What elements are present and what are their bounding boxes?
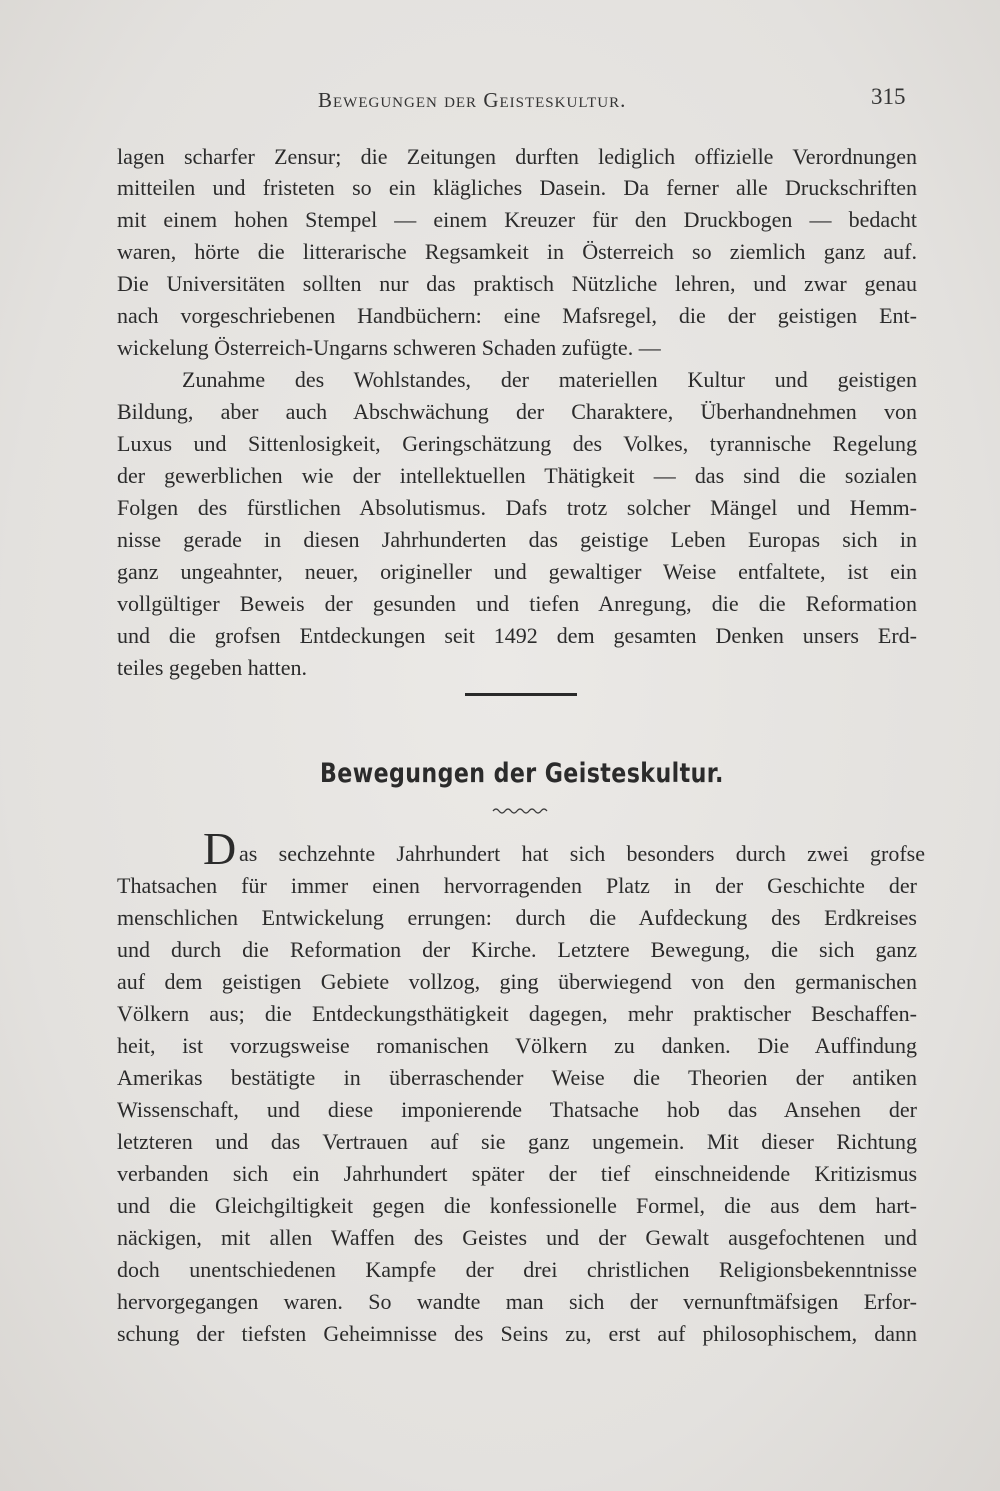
- text-line: und die Gleichgiltigkeit gegen die konfessionelle Formel, die aus dem hart-: [117, 1193, 917, 1218]
- text-line: Die Universitäten sollten nur das praktisch Nützliche lehren, und zwar genau: [117, 271, 917, 296]
- text-line: Zunahme des Wohlstandes, der materiellen Kultur und geistigen: [182, 367, 917, 392]
- text-line: der gewerblichen wie der intellektuellen Thätigkeit — das sind die sozialen: [117, 463, 917, 488]
- ornament-squiggle-icon: [492, 806, 552, 814]
- text-line: teiles gegeben hatten.: [117, 655, 307, 680]
- text-line: Folgen des fürstlichen Absolutismus. Dafs trotz solcher Mängel und Hemm-: [117, 495, 917, 520]
- text-line: und durch die Reformation der Kirche. Letztere Bewegung, die sich ganz: [117, 937, 917, 962]
- text-line: heit, ist vorzugsweise romanischen Völkern zu danken. Die Auffindung: [117, 1033, 917, 1058]
- text-line: ganz ungeahnter, neuer, origineller und gewaltiger Weise entfaltete, ist ein: [117, 559, 917, 584]
- text-line: letzteren und das Vertrauen auf sie ganz ungemein. Mit dieser Richtung: [117, 1129, 917, 1154]
- text-line: näckigen, mit allen Waffen des Geistes und der Gewalt ausgefochtenen und: [117, 1225, 917, 1250]
- text-line: hervorgegangen waren. So wandte man sich der vernunftmäfsigen Erfor-: [117, 1289, 917, 1314]
- text-line: lagen scharfer Zensur; die Zeitungen durften lediglich offizielle Verordnungen: [117, 144, 917, 169]
- running-head: Bewegungen der Geisteskultur.: [318, 88, 627, 112]
- text-line: menschlichen Entwickelung errungen: durch die Aufdeckung des Erdkreises: [117, 905, 917, 930]
- text-line: Luxus und Sittenlosigkeit, Geringschätzung des Volkes, tyrannische Regelung: [117, 431, 917, 456]
- text-line: Völkern aus; die Entdeckungsthätigkeit dagegen, mehr praktischer Beschaffen-: [117, 1001, 917, 1026]
- text-line: und die grofsen Entdeckungen seit 1492 dem gesamten Denken unsers Erd-: [117, 623, 917, 648]
- text-line: doch unentschiedenen Kampfe der drei christlichen Religionsbekenntnisse: [117, 1257, 917, 1282]
- text-line: wickelung Österreich-Ungarns schweren Schaden zufügte. —: [117, 335, 661, 360]
- text-line: auf dem geistigen Gebiete vollzog, ging überwiegend von den germanischen: [117, 969, 917, 994]
- text-line: Wissenschaft, und diese imponierende Thatsache hob das Ansehen der: [117, 1097, 917, 1122]
- section-separator-rule: [465, 693, 577, 696]
- text-line: mit einem hohen Stempel — einem Kreuzer für den Druckbogen — bedacht: [117, 207, 917, 232]
- text-line: Amerikas bestätigte in überraschender Weise die Theorien der antiken: [117, 1065, 917, 1090]
- text-line: verbanden sich ein Jahrhundert später der tief einschneidende Kritizismus: [117, 1161, 917, 1186]
- text-line: vollgültiger Beweis der gesunden und tiefen Anregung, die die Reformation: [117, 591, 917, 616]
- text-line: schung der tiefsten Geheimnisse des Seins zu, erst auf philosophischem, dann: [117, 1321, 917, 1346]
- text-line: Thatsachen für immer einen hervorragenden Platz in der Geschichte der: [117, 873, 917, 898]
- text-line: as sechzehnte Jahrhundert hat sich besonders durch zwei grofse: [239, 841, 925, 866]
- text-line: mitteilen und fristeten so ein klägliches Dasein. Da ferner alle Druckschriften: [117, 175, 917, 200]
- text-line: nisse gerade in diesen Jahrhunderten das geistige Leben Europas sich in: [117, 527, 917, 552]
- chapter-title: Bewegungen der Geisteskultur.: [320, 758, 724, 789]
- text-line: Bildung, aber auch Abschwächung der Charaktere, Überhandnehmen von: [117, 399, 917, 424]
- text-line: nach vorgeschriebenen Handbüchern: eine Mafsregel, die der geistigen Ent-: [117, 303, 917, 328]
- drop-cap: D: [203, 823, 237, 874]
- page-number: 315: [871, 84, 906, 109]
- text-line: waren, hörte die litterarische Regsamkeit in Österreich so ziemlich ganz auf.: [117, 239, 917, 264]
